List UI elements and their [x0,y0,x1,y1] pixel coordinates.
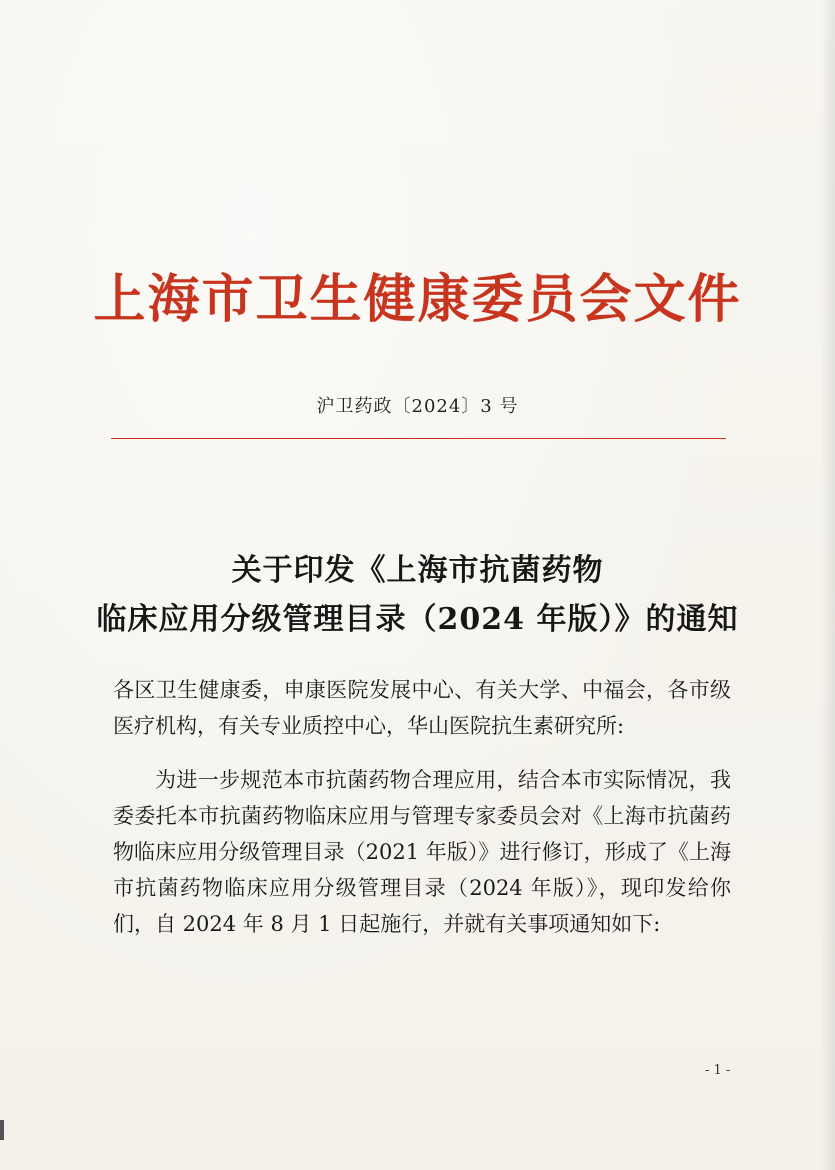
red-separator-line [111,438,726,439]
scan-edge-mark [0,1120,4,1140]
page-number: - 1 - [705,1063,731,1078]
body-paragraph: 为进一步规范本市抗菌药物合理应用，结合本市实际情况，我委委托本市抗菌药物临床应用与管理专家委员会对《上海市抗菌药物临床应用分级管理目录（2021 年版）》进行修订，形成了《上海市抗菌药物临床应用分级管理目录（2024 年版）》，现印发给你们，自 2024 年 8 月 1 日起施行，并就有关事项通知如下: [113,768,731,936]
notice-title-line-2: 临床应用分级管理目录（2024 年版）》的通知 [96,602,739,637]
recipients-paragraph: 各区卫生健康委，申康医院发展中心、有关大学、中福会，各市级医疗机构，有关专业质控中心，华山医院抗生素研究所: [113,678,731,738]
notice-title-line-1: 关于印发《上海市抗菌药物 [231,553,604,588]
issuing-organization-header: 上海市卫生健康委员会文件 [93,269,742,330]
document-number: 沪卫药政〔2024〕3 号 [316,396,519,417]
